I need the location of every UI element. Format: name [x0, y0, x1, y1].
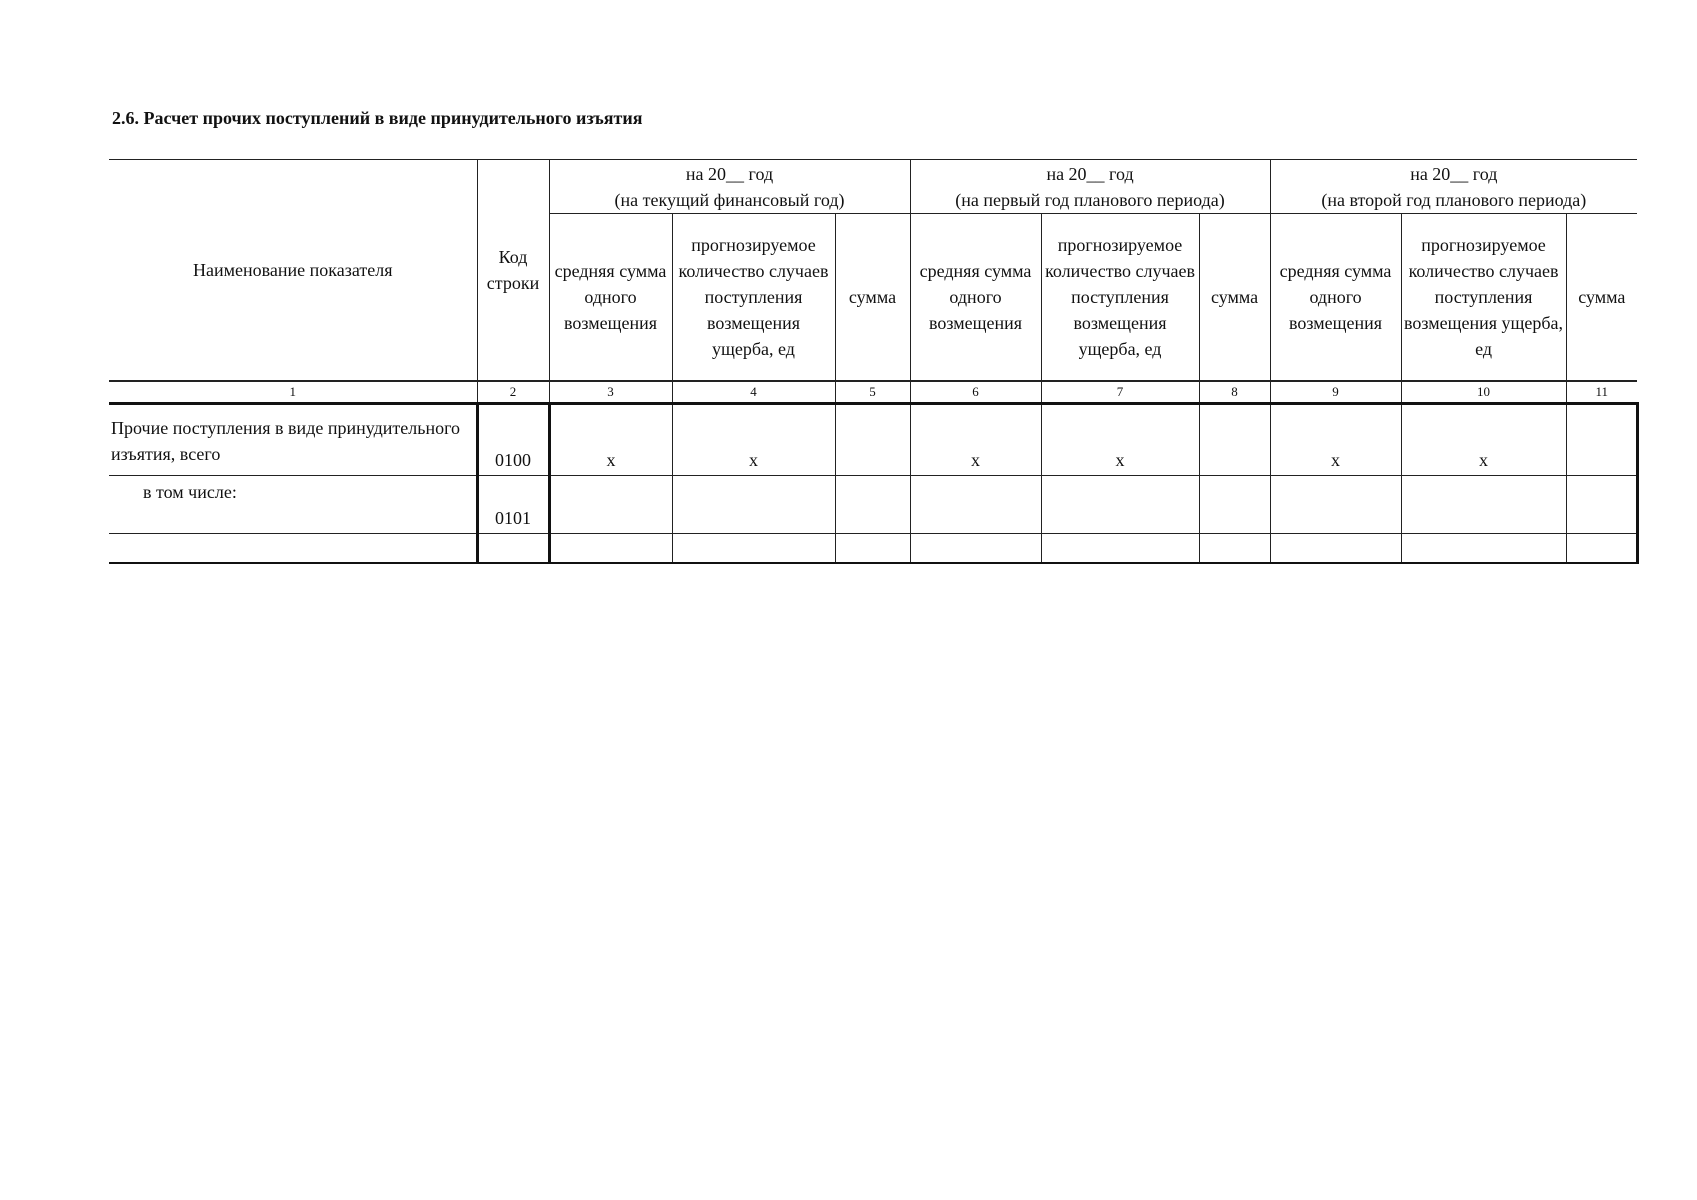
header-sum: сумма [835, 214, 910, 382]
header-group-caption: (на второй год планового периода) [1321, 189, 1587, 210]
column-number: 10 [1401, 381, 1566, 404]
header-avg-amount: средняя сумма одного возмещения [1270, 214, 1401, 382]
column-number: 2 [477, 381, 549, 404]
value-cell [835, 476, 910, 534]
value-cell [1041, 534, 1199, 564]
value-cell: x [910, 404, 1041, 476]
value-cell [1566, 404, 1637, 476]
value-cell [1566, 534, 1637, 564]
row-code: 0101 [477, 476, 549, 534]
header-sum: сумма [1199, 214, 1270, 382]
header-forecast-count: прогнозируемое количество случаев поступления возмещения ущерба, ед [1041, 214, 1199, 382]
column-number: 7 [1041, 381, 1199, 404]
value-cell [672, 476, 835, 534]
income-calculation-table [109, 159, 1639, 564]
value-cell [1401, 534, 1566, 564]
value-cell: x [549, 404, 672, 476]
value-cell [1199, 404, 1270, 476]
header-group-first-plan-year [910, 160, 1270, 214]
header-avg-amount: средняя сумма одного возмещения [910, 214, 1041, 382]
header-avg-amount: средняя сумма одного возмещения [549, 214, 672, 382]
row-code: 0100 [477, 404, 549, 476]
value-cell [672, 534, 835, 564]
value-cell [549, 476, 672, 534]
value-cell [1566, 476, 1637, 534]
header-group-second-plan-year [1270, 160, 1637, 214]
value-cell [835, 534, 910, 564]
column-number: 1 [109, 381, 477, 404]
section-title: 2.6. Расчет прочих поступлений в виде принудительного изъятия [112, 108, 643, 128]
value-cell [1270, 476, 1401, 534]
row-name [109, 534, 477, 564]
value-cell: x [1401, 404, 1566, 476]
value-cell: x [1270, 404, 1401, 476]
header-group-year: на 20__ год [685, 163, 774, 184]
value-cell [910, 534, 1041, 564]
header-group-current-year [549, 160, 910, 214]
value-cell [1401, 476, 1566, 534]
value-cell [835, 404, 910, 476]
header-group-caption: (на первый год планового периода) [955, 189, 1225, 210]
column-number: 3 [549, 381, 672, 404]
table-row [109, 476, 1637, 534]
value-cell [1199, 476, 1270, 534]
table-row [109, 534, 1637, 564]
header-group-year: на 20__ год [1046, 163, 1134, 184]
value-cell: x [1041, 404, 1199, 476]
table-row [109, 404, 1637, 476]
row-name: в том числе: [109, 476, 477, 534]
value-cell [910, 476, 1041, 534]
row-name: Прочие поступления в виде принудительного изъятия, всего [109, 404, 477, 476]
header-sum: сумма [1566, 214, 1637, 382]
value-cell [1041, 476, 1199, 534]
column-number: 5 [835, 381, 910, 404]
column-number: 9 [1270, 381, 1401, 404]
header-forecast-count: прогнозируемое количество случаев поступления возмещения ущерба, ед [1401, 214, 1566, 382]
value-cell [1270, 534, 1401, 564]
header-group-caption: (на текущий финансовый год) [614, 189, 845, 210]
column-number: 11 [1566, 381, 1637, 404]
column-number: 8 [1199, 381, 1270, 404]
row-code [477, 534, 549, 564]
header-line-code: Код строки [477, 160, 549, 382]
value-cell: x [672, 404, 835, 476]
header-indicator-name: Наименование показателя [109, 160, 477, 382]
column-number: 6 [910, 381, 1041, 404]
value-cell [1199, 534, 1270, 564]
column-number: 4 [672, 381, 835, 404]
header-forecast-count: прогнозируемое количество случаев поступления возмещения ущерба, ед [672, 214, 835, 382]
value-cell [549, 534, 672, 564]
header-group-year: на 20__ год [1410, 163, 1498, 184]
